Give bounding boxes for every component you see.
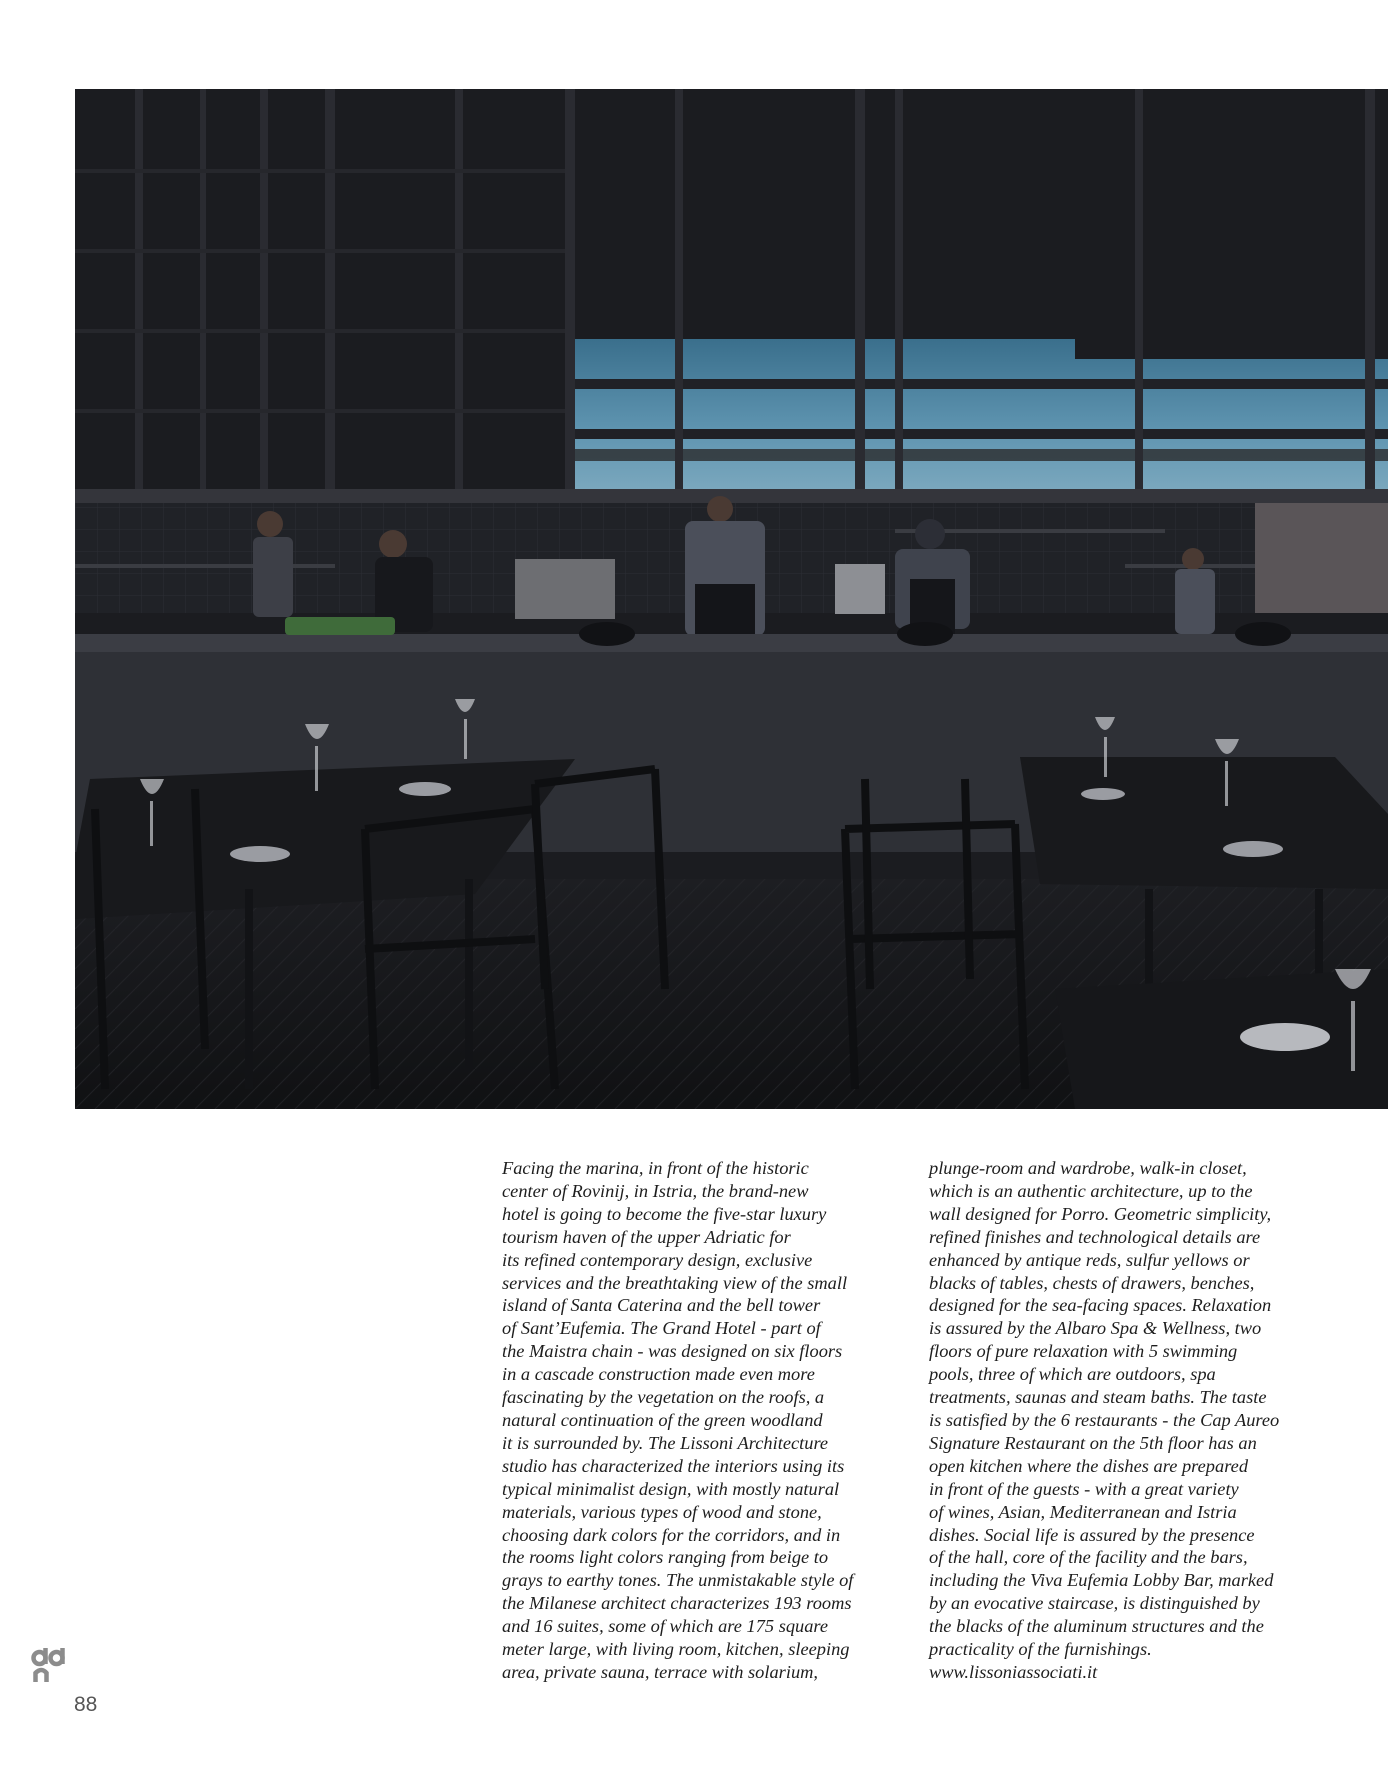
counter-top (75, 634, 1388, 652)
text-line: area, private sauna, terrace with solarium, (502, 1661, 819, 1682)
text-line: the Milanese architect characterizes 193 rooms (502, 1593, 852, 1614)
text-line: and 16 suites, some of which are 175 square (502, 1616, 829, 1637)
text-line: island of Santa Caterina and the bell tower (502, 1295, 821, 1316)
text-line: of wines, Asian, Mediterranean and Istria (929, 1501, 1237, 1522)
windows (565, 319, 1388, 489)
text-line: grays to earthy tones. The unmistakable style of (502, 1570, 854, 1591)
text-line: is satisfied by the 6 restaurants - the Cap Aureo (929, 1409, 1280, 1430)
article-column-2 (929, 1157, 1349, 1684)
text-line: refined finishes and technological details are (929, 1226, 1261, 1247)
text-line: enhanced by antique reds, sulfur yellows or (929, 1249, 1250, 1270)
text-line: hotel is going to become the five-star luxury (502, 1203, 827, 1224)
text-line: Signature Restaurant on the 5th floor has an (929, 1432, 1257, 1453)
text-line: dishes. Social life is assured by the presence (929, 1524, 1255, 1545)
text-line: which is an authentic architecture, up to the (929, 1180, 1253, 1201)
text-line: blacks of tables, chests of drawers, benches, (929, 1272, 1255, 1293)
text-line: choosing dark colors for the corridors, and in (502, 1524, 841, 1545)
text-line: designed for the sea-facing spaces. Relaxation (929, 1295, 1272, 1316)
text-line: is assured by the Albaro Spa & Wellness, two (929, 1318, 1262, 1339)
page-number: 88 (74, 1693, 98, 1716)
text-line: typical minimalist design, with mostly natural (502, 1478, 840, 1499)
ddn-logo (31, 1646, 67, 1684)
text-line: tourism haven of the upper Adriatic for (502, 1226, 791, 1247)
text-line: services and the breathtaking view of the small (502, 1272, 848, 1293)
restaurant-kitchen-photo (75, 89, 1388, 1109)
text-line: by an evocative staircase, is distinguished by (929, 1593, 1260, 1614)
text-line: the rooms light colors ranging from beige to (502, 1547, 829, 1568)
text-line: open kitchen where the dishes are prepared (929, 1455, 1249, 1476)
text-line: materials, various types of wood and stone, (502, 1501, 822, 1522)
text-line: it is surrounded by. The Lissoni Architecture (502, 1432, 829, 1453)
text-line: Facing the marina, in front of the historic (502, 1158, 809, 1178)
text-line: natural continuation of the green woodland (502, 1409, 823, 1430)
text-line: treatments, saunas and steam baths. The taste (929, 1387, 1267, 1408)
text-line: studio has characterized the interiors using its (502, 1455, 845, 1476)
text-line: the blacks of the aluminum structures and the (929, 1616, 1264, 1637)
text-line: in front of the guests - with a great variety (929, 1478, 1239, 1499)
article-column-1 (502, 1157, 902, 1684)
text-line: meter large, with living room, kitchen, sleeping (502, 1639, 850, 1660)
kitchen-side-wall (1255, 503, 1388, 613)
text-line: center of Rovinij, in Istria, the brand-new (502, 1180, 809, 1201)
text-line: floors of pure relaxation with 5 swimming (929, 1341, 1238, 1362)
text-line: pools, three of which are outdoors, spa (929, 1364, 1216, 1385)
text-line: in a cascade construction made even more (502, 1364, 815, 1385)
text-line: including the Viva Eufemia Lobby Bar, marked (929, 1570, 1274, 1591)
text-line: plunge-room and wardrobe, walk-in closet, (929, 1158, 1247, 1178)
text-line: of the hall, core of the facility and the bars, (929, 1547, 1248, 1568)
text-line: the Maistra chain - was designed on six floors (502, 1341, 843, 1362)
website-link[interactable]: www.lissoniassociati.it (929, 1661, 1098, 1682)
text-line: of Sant’Eufemia. The Grand Hotel - part of (502, 1318, 821, 1339)
text-line: fascinating by the vegetation on the roofs, a (502, 1387, 825, 1408)
text-line: wall designed for Porro. Geometric simplicity, (929, 1203, 1272, 1224)
text-line: its refined contemporary design, exclusive (502, 1249, 813, 1270)
text-line: practicality of the furnishings. (929, 1639, 1152, 1660)
